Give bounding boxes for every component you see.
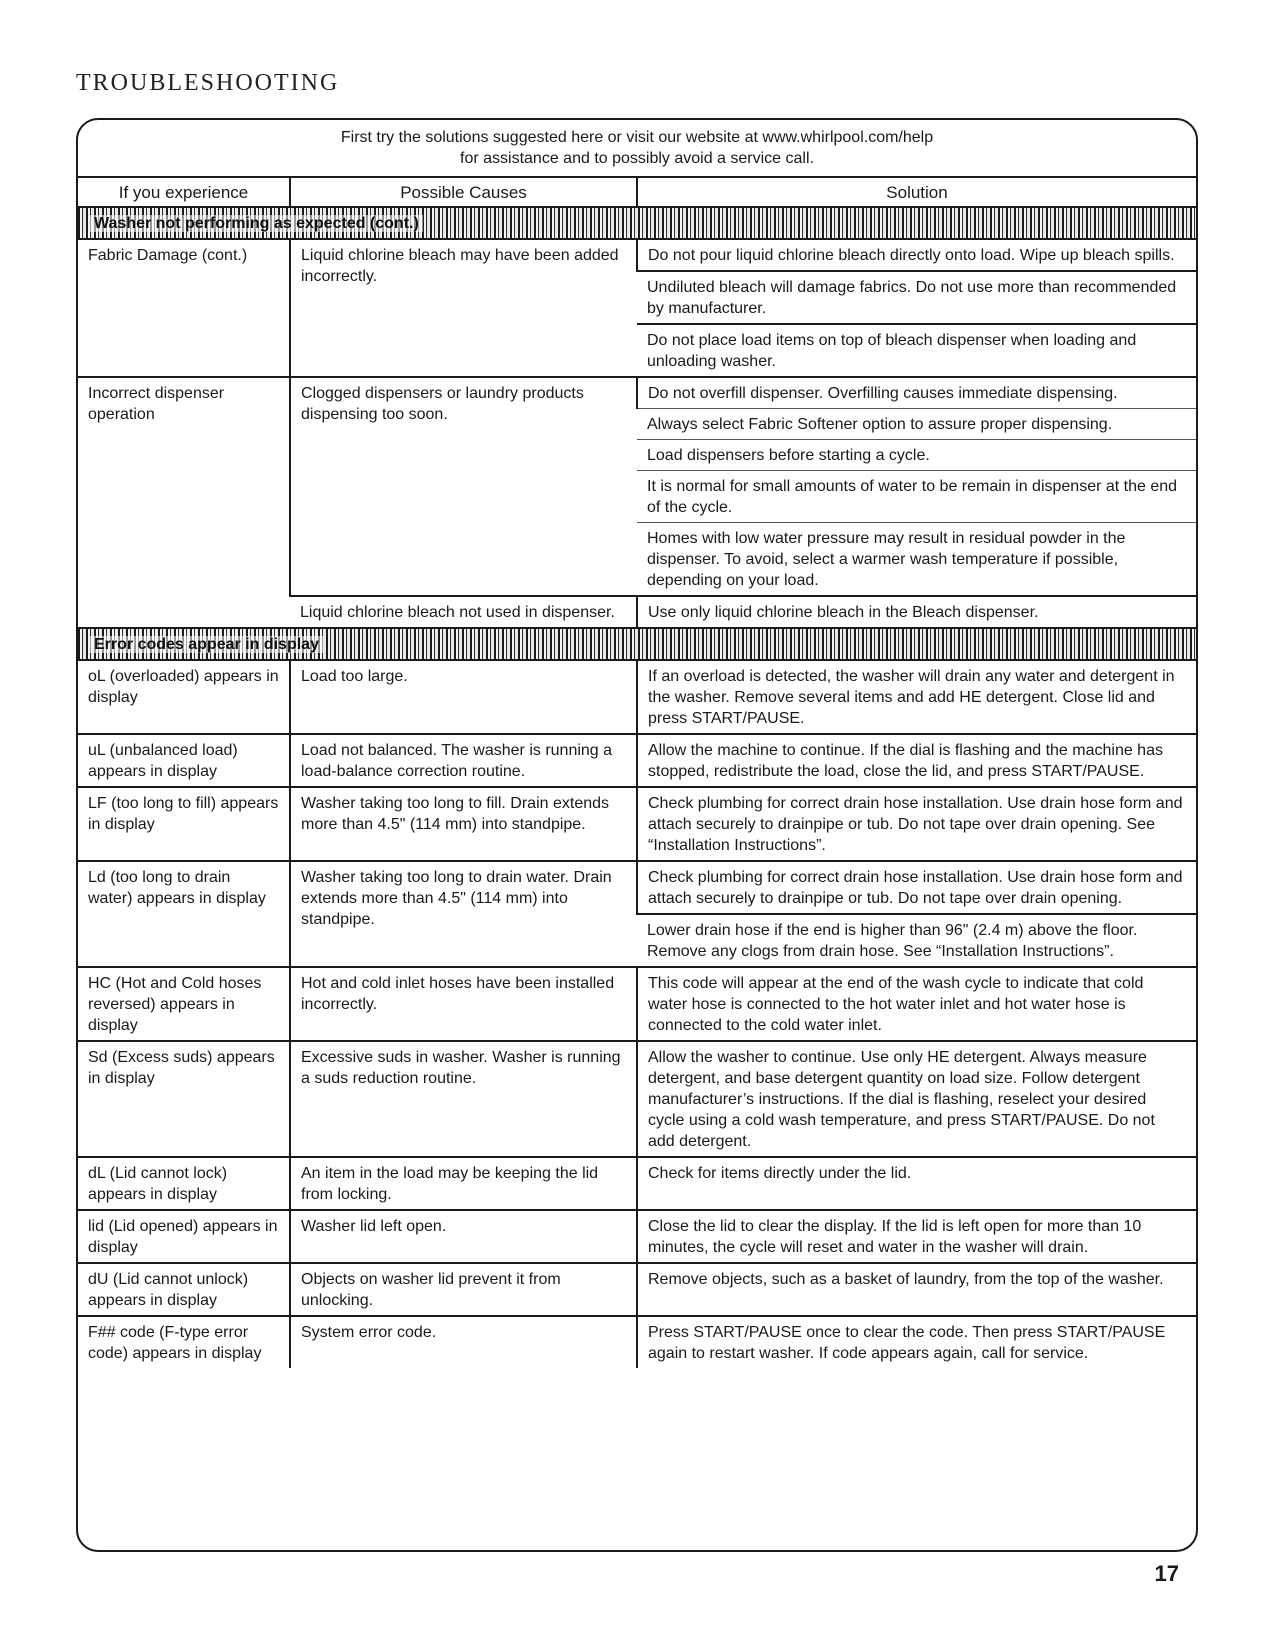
- table-row: [78, 861, 1196, 914]
- cause-cell: Excessive suds in washer. Washer is running a suds reduction routine.: [290, 1041, 637, 1157]
- solution-cell: Do not pour liquid chlorine bleach directly onto load. Wipe up bleach spills.: [637, 239, 1196, 271]
- solution-cell: Load dispensers before starting a cycle.: [637, 440, 1196, 471]
- solution-cell: Remove objects, such as a basket of laundry, from the top of the washer.: [637, 1263, 1196, 1316]
- section-header: [78, 628, 1196, 660]
- symptom-cell: dL (Lid cannot lock) appears in display: [78, 1157, 290, 1210]
- symptom-cell: uL (unbalanced load) appears in display: [78, 734, 290, 787]
- troubleshooting-panel: [76, 118, 1198, 1552]
- solution-cell: Check plumbing for correct drain hose installation. Use drain hose form and attach securely to drainpipe or tub. Do not tape over drain opening.: [637, 861, 1196, 914]
- cause-cell: Liquid chlorine bleach not used in dispenser.: [290, 596, 637, 628]
- solution-cell: Allow the washer to continue. Use only HE detergent. Always measure detergent, and base detergent quantity on load size. Follow detergent manufacturer’s instructions. If the dial is flashing, reselect your desired cycle using a cold wash temperature, and press START/PAUSE. Do not add detergent.: [637, 1041, 1196, 1157]
- cause-cell: System error code.: [290, 1316, 637, 1368]
- table-row: [78, 660, 1196, 734]
- table-row: [78, 1210, 1196, 1263]
- table-row: [78, 787, 1196, 861]
- table-body: [78, 207, 1196, 1368]
- symptom-cell: oL (overloaded) appears in display: [88, 668, 279, 706]
- intro-line-1: First try the solutions suggested here or visit our website at www.whirlpool.com/help: [340, 129, 934, 146]
- cause-cell: Liquid chlorine bleach may have been added incorrectly.: [290, 239, 637, 377]
- column-header-causes: Possible Causes: [290, 178, 637, 207]
- cause-cell: Washer taking too long to fill. Drain extends more than 4.5" (114 mm) into standpipe.: [290, 787, 637, 861]
- solution-cell: Allow the machine to continue. If the dial is flashing and the machine has stopped, redistribute the load, close the lid, and press START/PAUSE.: [637, 734, 1196, 787]
- solution-cell: Press START/PAUSE once to clear the code. Then press START/PAUSE again to restart washer. If code appears again, call for service.: [637, 1316, 1196, 1368]
- symptom-cell: Sd (Excess suds) appears in display: [78, 1041, 290, 1157]
- cause-cell: An item in the load may be keeping the lid from locking.: [290, 1157, 637, 1210]
- symptom-cell: Fabric Damage (cont.): [88, 247, 248, 264]
- solution-cell: Always select Fabric Softener option to assure proper dispensing.: [637, 409, 1196, 440]
- cause-cell: Hot and cold inlet hoses have been installed incorrectly.: [290, 967, 637, 1041]
- solution-cell: This code will appear at the end of the wash cycle to indicate that cold water hose is connected to the hot water inlet and hot water hose is connected to the cold water inlet.: [637, 967, 1196, 1041]
- solution-cell: Use only liquid chlorine bleach in the Bleach dispenser.: [637, 596, 1196, 628]
- cause-cell: Clogged dispensers or laundry products dispensing too soon.: [290, 377, 637, 596]
- intro-line-2: for assistance and to possibly avoid a service call.: [460, 150, 814, 167]
- page-number: 17: [1154, 1561, 1179, 1586]
- table-row: [78, 1316, 1196, 1368]
- solution-cell: If an overload is detected, the washer will drain any water and detergent in the washer. Remove several items and add HE detergent. Close lid and press START/PAUSE.: [637, 660, 1196, 734]
- cause-cell: Washer taking too long to drain water. Drain extends more than 4.5" (114 mm) into standpipe.: [290, 861, 637, 967]
- table-row: [78, 239, 1196, 271]
- solution-cell: Check plumbing for correct drain hose installation. Use drain hose form and attach securely to drainpipe or tub. Do not tape over drain opening. See “Installation Instructions”.: [637, 787, 1196, 861]
- solution-cell: Do not place load items on top of bleach dispenser when loading and unloading washer.: [637, 324, 1196, 377]
- table-row: [78, 967, 1196, 1041]
- symptom-cell: Incorrect dispenser operation: [78, 377, 290, 628]
- solution-cell: Do not overfill dispenser. Overfilling causes immediate dispensing.: [637, 377, 1196, 409]
- solution-cell: Close the lid to clear the display. If the lid is left open for more than 10 minutes, the cycle will reset and water in the washer will drain.: [637, 1210, 1196, 1263]
- table-row: [78, 1157, 1196, 1210]
- symptom-cell: HC (Hot and Cold hoses reversed) appears in display: [78, 967, 290, 1041]
- section-header: [78, 207, 1196, 239]
- solution-cell: Lower drain hose if the end is higher than 96" (2.4 m) above the floor. Remove any clogs from drain hose. See “Installation Instructions”.: [637, 914, 1196, 967]
- section-title: Error codes appear in display: [90, 636, 323, 653]
- section-title: Washer not performing as expected (cont.): [90, 215, 423, 232]
- intro-text: [78, 120, 1196, 178]
- table-row: [78, 1041, 1196, 1157]
- troubleshooting-table: [78, 178, 1196, 1368]
- symptom-cell: lid (Lid opened) appears in display: [78, 1210, 290, 1263]
- column-header-solution: Solution: [637, 178, 1196, 207]
- solution-cell: It is normal for small amounts of water to be remain in dispenser at the end of the cycle.: [637, 471, 1196, 523]
- column-header-symptom: If you experience: [78, 178, 290, 207]
- cause-cell: Washer lid left open.: [290, 1210, 637, 1263]
- symptom-cell: LF (too long to fill) appears in display: [78, 787, 290, 861]
- table-row: [78, 734, 1196, 787]
- cause-cell: Objects on washer lid prevent it from unlocking.: [290, 1263, 637, 1316]
- solution-cell: Homes with low water pressure may result in residual powder in the dispenser. To avoid, select a warmer wash temperature if possible, depending on your load.: [637, 523, 1196, 597]
- cause-cell: Load too large.: [290, 660, 637, 734]
- symptom-cell: Ld (too long to drain water) appears in display: [78, 861, 290, 967]
- table-row: [78, 377, 1196, 409]
- cause-cell: Load not balanced. The washer is running a load-balance correction routine.: [290, 734, 637, 787]
- solution-cell: Undiluted bleach will damage fabrics. Do not use more than recommended by manufacturer.: [637, 271, 1196, 324]
- table-row: [78, 1263, 1196, 1316]
- table-header-row: [78, 178, 1196, 207]
- symptom-cell: F## code (F-type error code) appears in display: [78, 1316, 290, 1368]
- solution-cell: Check for items directly under the lid.: [637, 1157, 1196, 1210]
- symptom-cell: dU (Lid cannot unlock) appears in display: [78, 1263, 290, 1316]
- page-title: TROUBLESHOOTING: [76, 70, 340, 96]
